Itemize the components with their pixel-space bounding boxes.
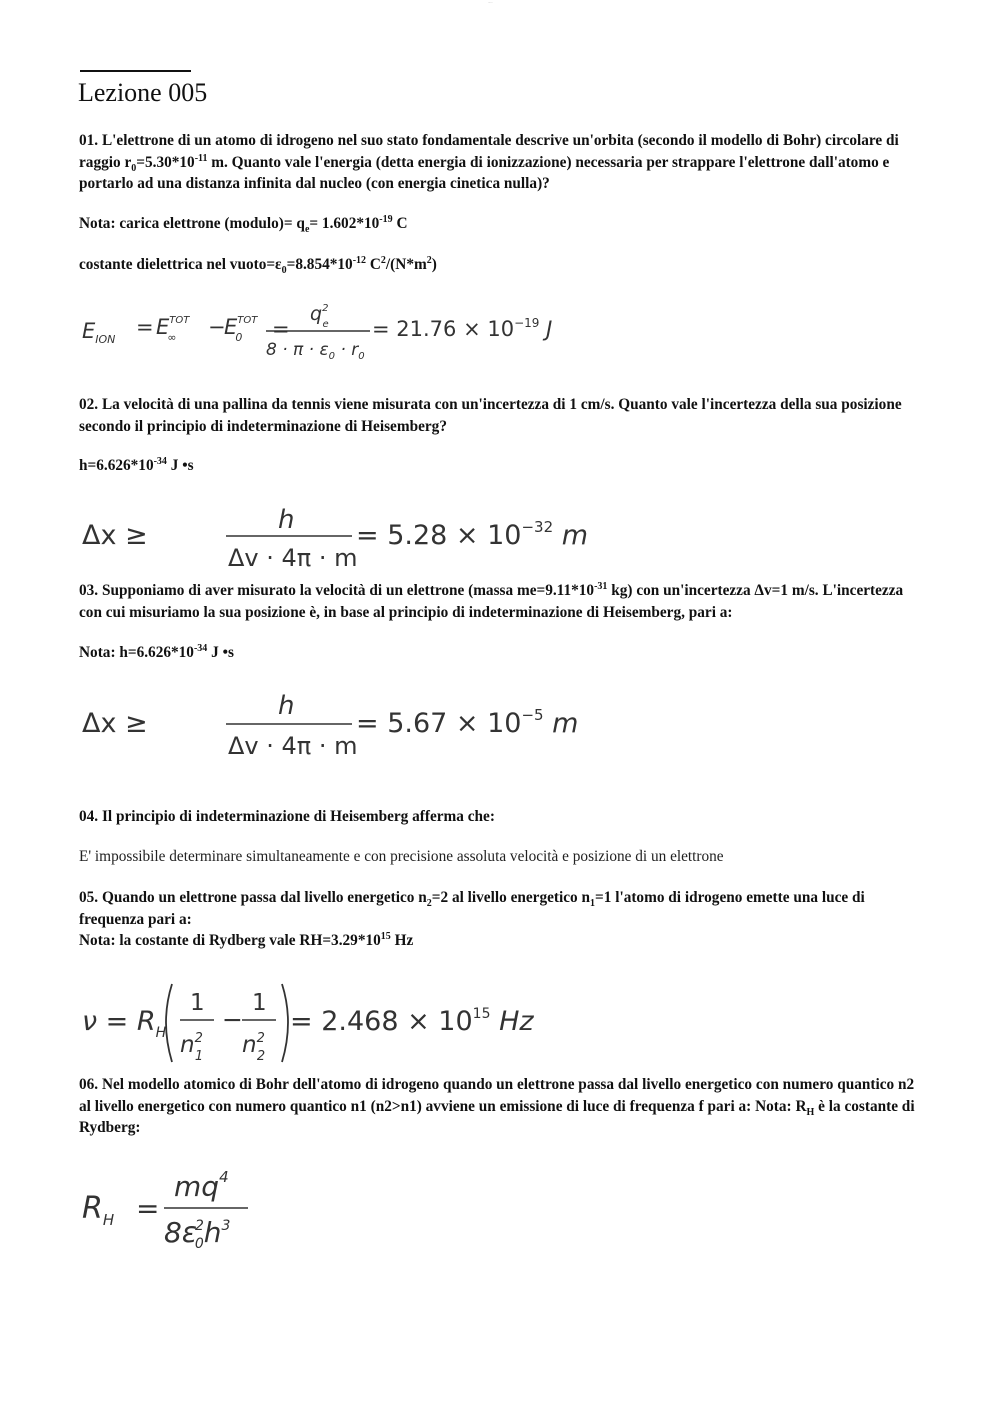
- svg-text:Δx ≥: Δx ≥: [82, 708, 148, 739]
- question-05-note: Nota: la costante di Rydberg vale $RH=3.29*10^{15}$ Hz: [79, 930, 414, 949]
- formula-ionization-energy: [80, 296, 553, 368]
- svg-text:n22: $n^2$ 2: [242, 1031, 266, 1064]
- question-01-note-charge: Nota: carica elettrone (modulo)= $q_e= 1.602*10^{-19}$ C: [79, 213, 408, 236]
- svg-text:= 21.76 × 10−19 J: = $21.76 \times 10^{-19}$ J: [372, 316, 553, 341]
- question-02: [79, 394, 919, 437]
- question-04-answer: E' impossibile determinare simultaneamente e con precisione assoluta velocità e posizione di un elettrone: [79, 848, 724, 865]
- svg-text:n21: $n^2$ 1: [180, 1031, 204, 1064]
- question-06: 06. Nel modello atomico di Bohr dell'atomo di idrogeno quando un elettrone passa dal livello energetico con numero quantico n2 al livello energetico con numero quantico n1 (n2>n1) avviene un emissione di luce di frequenza f pari a: Nota: $R_H$ è la costante di Rydberg:: [79, 1076, 915, 1136]
- svg-text:1: 1: [252, 990, 267, 1016]
- question-02-note: $h=6.626*10^{-34}$ J •s: [79, 455, 194, 474]
- svg-text:RH: $R_H$: [82, 1191, 115, 1229]
- svg-text:= 5.67 × 10−5 m: = $5.67 \times 10^{-5}$ m: [356, 706, 579, 739]
- title-rule: [80, 70, 191, 72]
- svg-text:=: =: [136, 315, 154, 339]
- svg-text:−: −: [222, 1005, 243, 1034]
- question-number: 02.: [79, 396, 99, 413]
- svg-text:8ε20h3: 8ε2 $0h^3$: [164, 1216, 231, 1252]
- question-number: 01.: [79, 132, 99, 149]
- page-title: Lezione 005: [78, 78, 208, 107]
- svg-text:=: =: [136, 1192, 160, 1225]
- formula-uncertainty-ball: [80, 498, 589, 574]
- question-text: La velocità di una pallina da tennis viene misurata con un'incertezza di 1 cm/s. Quanto vale l'incertezza della sua posizione secondo il principio di indeterminazione di Heisemberg?: [79, 396, 902, 435]
- svg-text:Δx ≥: Δx ≥: [82, 520, 148, 551]
- formula-rydberg-frequency: [80, 976, 534, 1068]
- svg-text:h: h: [278, 505, 295, 535]
- svg-text:−: −: [208, 315, 226, 339]
- svg-text:=: =: [272, 317, 290, 341]
- svg-text:ETOT∞: $E^{TOT}$ ∞: [156, 315, 190, 344]
- question-03: 03. Supponiamo di aver misurato la velocità di un elettrone (massa $me=9.11*10^{-31}$ kg) con un'incertezza Δv=1 m/s. L'incertezza con cui misuriamo la sua posizione è, in base al principio di indeterminazione di Heisemberg, pari a:: [79, 580, 904, 621]
- question-01-note-permittivity: costante dielettrica nel $vuoto=\varepsilon_0=8.854*10^{-12}$ $C^2/(N*m^2)$: [79, 254, 437, 277]
- svg-text:8 · π · ε0 · r0: $8 \cdot \pi \cdot \varepsilon_0 \cdot r_0$: [266, 340, 365, 362]
- question-text: Nel modello atomico di Bohr dell'atomo di idrogeno quando un elettrone passa dal livello energetico con numero quantico n2 al livello energetico con numero quantico n1 (n2>n1) avviene un emissione di luce di frequenza f pari a: Nota: R: [79, 1076, 915, 1115]
- formula-rydberg-constant: [80, 1164, 280, 1256]
- svg-text:EION: $E_{ION}$: [82, 319, 116, 346]
- svg-text:ETOT0: $E^{TOT}$ 0: [224, 315, 258, 344]
- svg-text:= 2.468 × 1015 Hz: = $2.468 \times 10^{15}$ Hz: [290, 1006, 534, 1037]
- question-05: 05. Quando un elettrone passa dal livello energetico $n_2=2$ al livello energetico $n_1=1$ l'atomo di idrogeno emette una luce di frequenza pari a:: [79, 889, 865, 928]
- question-04: [79, 806, 919, 828]
- question-number: 06.: [79, 1076, 99, 1093]
- formula-uncertainty-electron: [80, 684, 579, 764]
- header-mark: ......: [488, 0, 493, 4]
- svg-text:Δv · 4π · m: Δv · 4π · m: [228, 732, 358, 760]
- question-text: Il principio di indeterminazione di Heisemberg afferma che:: [101, 808, 495, 825]
- svg-text:Δv · 4π · m: Δv · 4π · m: [228, 544, 358, 572]
- svg-text:h: h: [278, 691, 295, 721]
- question-text: Quando un elettrone passa dal livello energetico n: [101, 889, 427, 906]
- svg-text:ν = RH: $\nu = R_H$: [82, 1006, 167, 1041]
- question-number: 04.: [79, 808, 99, 825]
- svg-text:1: 1: [190, 990, 205, 1016]
- question-01: 01. L'elettrone di un atomo di idrogeno nel suo stato fondamentale descrive un'orbita (secondo il modello di Bohr) circolare di raggio $r_0=5.30*10^{-11}$ m. Quanto vale l'energia (detta energia di ionizzazione) necessaria per strappare l'elettrone dall'atomo e portarlo ad una distanza infinita dal nucleo (con energia cinetica nulla)?: [79, 132, 899, 192]
- svg-text:mq4: $mq^4$: [174, 1168, 229, 1203]
- svg-text:= 5.28 × 10−32 m: = $5.28 \times 10^{-32}$ m: [356, 518, 589, 551]
- question-text: L'elettrone di un atomo di idrogeno nel suo stato fondamentale descrive un'orbita (secondo il modello di Bohr) circolare di raggio r: [79, 132, 899, 171]
- question-text: Supponiamo di aver misurato la velocità di un elettrone (massa me=9.11*10: [101, 582, 595, 599]
- question-number: 03.: [79, 582, 99, 599]
- question-03-note: Nota: $h=6.626*10^{-34}$ J •s: [79, 642, 234, 661]
- svg-text:q2e: $q^2$ e: [310, 303, 329, 330]
- question-number: 05.: [79, 889, 99, 906]
